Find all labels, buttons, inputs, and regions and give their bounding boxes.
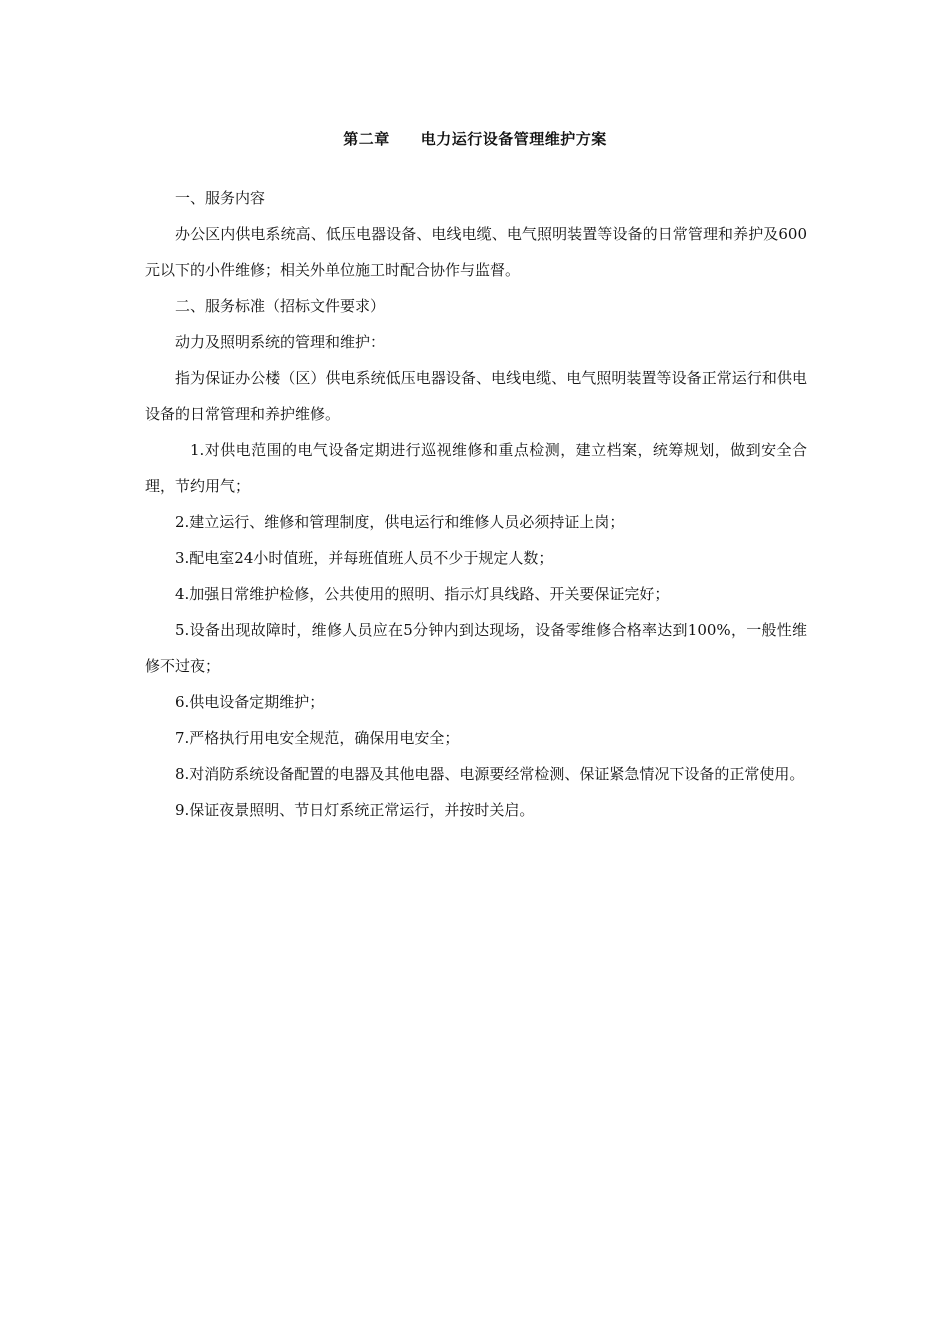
paragraph-power-lighting: 动力及照明系统的管理和维护： bbox=[175, 333, 386, 351]
list-item-8: 8.对消防系统设备配置的电器及其他电器、电源要经常检测、保证紧急情况下设备的正常使用。 bbox=[175, 765, 805, 783]
list-item-3: 3.配电室24小时值班，并每班值班人员不少于规定人数； bbox=[175, 549, 554, 567]
list-item-9: 9.保证夜景照明、节日灯系统正常运行，并按时关启。 bbox=[175, 801, 535, 819]
list-item-7: 7.严格执行用电安全规范，确保用电安全； bbox=[175, 729, 460, 747]
paragraph-definition: 指为保证办公楼（区）供电系统低压电器设备、电线电缆、电气照明装置等设备正常运行和供电设备的日常管理和养护维修。 bbox=[145, 369, 807, 423]
list-item-6: 6.供电设备定期维护； bbox=[175, 693, 325, 711]
document-body bbox=[145, 180, 807, 828]
chapter-title: 第二章 电力运行设备管理维护方案 bbox=[343, 130, 607, 148]
list-item-4: 4.加强日常维护检修，公共使用的照明、指示灯具线路、开关要保证完好； bbox=[175, 585, 670, 603]
section-heading-service-content: 一、服务内容 bbox=[175, 189, 266, 207]
paragraph-service-scope: 办公区内供电系统高、低压电器设备、电线电缆、电气照明装置等设备的日常管理和养护及600元以下的小件维修；相关外单位施工时配合协作与监督。 bbox=[145, 225, 807, 279]
section-heading-service-standard: 二、服务标准（招标文件要求） bbox=[175, 297, 386, 315]
list-item-1: 1.对供电范围的电气设备定期进行巡视维修和重点检测，建立档案，统筹规划，做到安全合理，节约用气； bbox=[145, 441, 807, 495]
list-item-2: 2.建立运行、维修和管理制度，供电运行和维修人员必须持证上岗； bbox=[175, 513, 625, 531]
list-item-5: 5.设备出现故障时，维修人员应在5分钟内到达现场，设备零维修合格率达到100%，一般性维修不过夜； bbox=[145, 621, 807, 675]
